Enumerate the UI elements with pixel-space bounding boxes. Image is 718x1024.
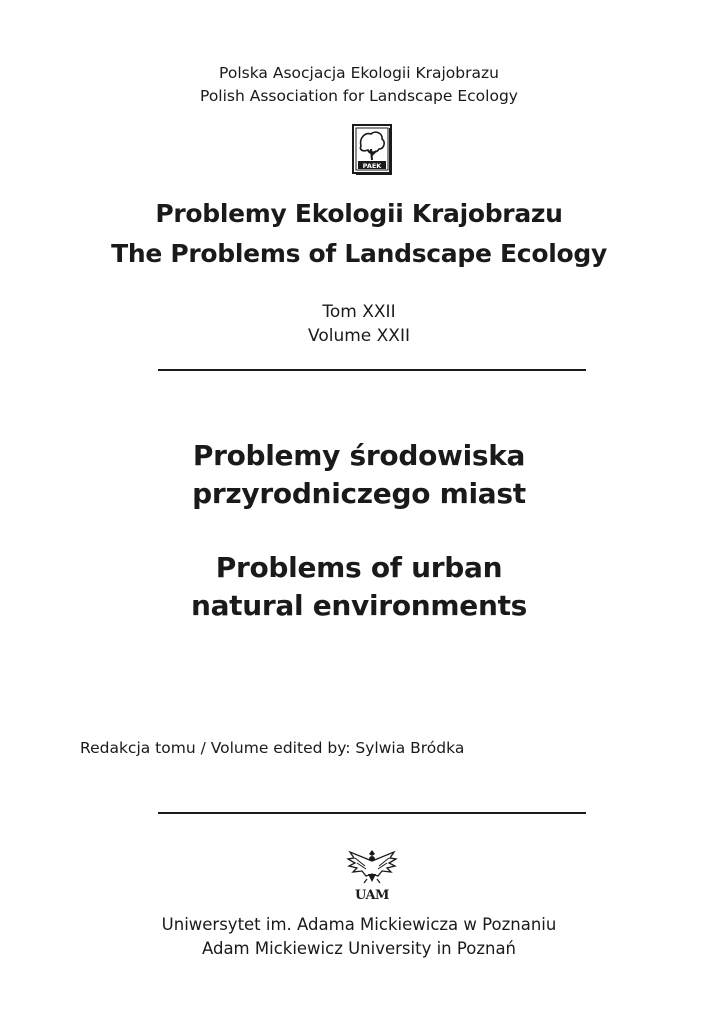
volume-number-en: Volume XXII bbox=[308, 326, 410, 346]
paek-logo-text: PAEK bbox=[362, 162, 382, 170]
divider-bottom bbox=[158, 812, 586, 814]
volume-title-pl-line1: Problemy środowiska bbox=[192, 439, 526, 472]
association-block bbox=[0, 62, 718, 108]
university-name-en: Adam Mickiewicz University in Poznań bbox=[201, 939, 517, 958]
series-title-block bbox=[0, 194, 718, 274]
university-block bbox=[0, 913, 718, 961]
volume-title-en-line1: Problems of urban bbox=[215, 551, 503, 584]
university-name-pl: Uniwersytet im. Adama Mickiewicza w Poznaniu bbox=[161, 915, 557, 934]
volume-title-en-line2: natural environments bbox=[190, 589, 528, 622]
title-spacer bbox=[0, 513, 718, 549]
uam-logo-text: UAM bbox=[355, 888, 389, 902]
volume-tom-pl: Tom XXII bbox=[322, 302, 396, 322]
volume-title-pl-line2: przyrodniczego miast bbox=[192, 477, 526, 510]
paek-tree-logo-icon bbox=[351, 124, 393, 176]
divider-top bbox=[158, 369, 586, 371]
association-name-en: Polish Association for Landscape Ecology bbox=[200, 87, 518, 105]
volume-title-block bbox=[0, 437, 718, 625]
series-title-en: The Problems of Landscape Ecology bbox=[111, 239, 607, 268]
volume-block bbox=[0, 300, 718, 348]
volume-editor: Redakcja tomu / Volume edited by: Sylwia Bródka bbox=[80, 739, 465, 757]
association-name-pl: Polska Asocjacja Ekologii Krajobrazu bbox=[219, 64, 499, 82]
uam-eagle-logo-icon bbox=[345, 846, 399, 902]
series-title-pl: Problemy Ekologii Krajobrazu bbox=[155, 199, 563, 228]
